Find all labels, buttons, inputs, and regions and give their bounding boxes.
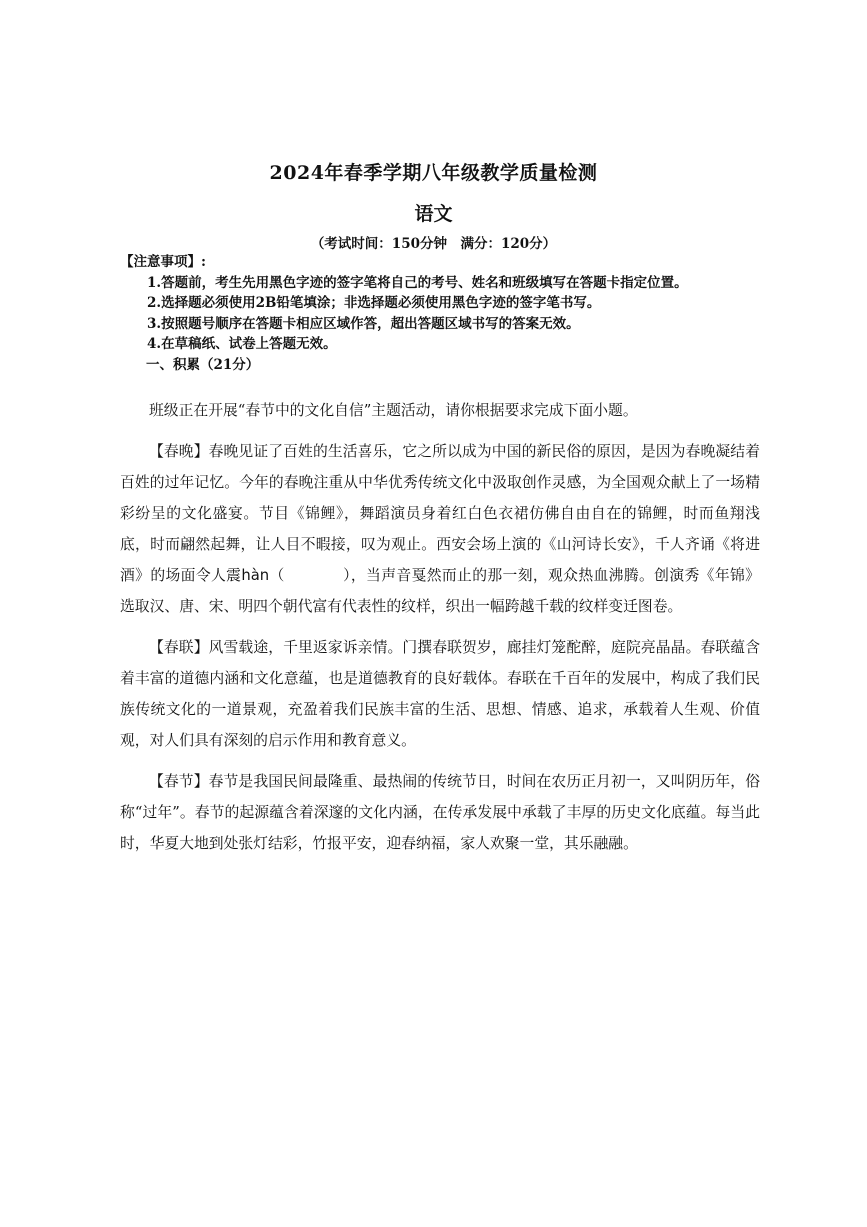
blank-paren-open: （ [269, 567, 285, 584]
notice-item: 2.选择题必须使用2B铅笔填涂；非选择题必须使用黑色字迹的签字笔书写。 [147, 295, 601, 311]
paragraph-chunjie: 【春节】春节是我国民间最隆重、最热闹的传统节日，时间在农历正月初一，又叫阴历年，俗称“过年”。春节的起源蕴含着深邃的文化内涵，在传承发展中承载了丰厚的历史文化底蕴。每当此时，华夏大地到处张灯结彩，竹报平安，迎春纳福，家人欢聚一堂，其乐融融。 [120, 773, 760, 852]
section-heading: 一、积累（21分） [146, 356, 260, 373]
exam-subject: 语文 [414, 203, 453, 225]
reading-passage [120, 395, 760, 869]
exam-time-and-score: （考试时间：150分钟 满分：120分） [310, 236, 557, 252]
paragraph-chunlian: 【春联】风雪载途，千里返家诉亲情。门撰春联贺岁，廊挂灯笼酡醉，庭院亮晶晶。春联蕴含着丰富的道德内涵和文化意蕴，也是道德教育的良好载体。春联在千百年的发展中，构成了我们民族传统文化的一道景观，充盈着我们民族丰富的生活、思想、情感、追求，承载着人生观、价值观，对人们具有深刻的启示作用和教育意义。 [120, 639, 760, 749]
paragraph-text: ，当声音戛然而止的那一刻，观众热血沸腾。创演秀《年锦》选取汉、唐、宋、明四个朝代富有代表性的纹样，织出一幅跨越千载的纹样变迁图卷。 [120, 567, 760, 615]
notice-heading: 【注意事项】: [120, 254, 206, 270]
pinyin-hint: hàn [241, 567, 270, 584]
notice-item: 4.在草稿纸、试卷上答题无效。 [147, 336, 337, 352]
paragraph-text: 【春晚】春晚见证了百姓的生活喜乐，它之所以成为中国的新民俗的原因，是因为春晚凝结着百姓的过年记忆。今年的春晚注重从中华优秀传统文化中汲取创作灵感，为全国观众献上了一场精彩纷呈的文化盛宴。节目《锦鲤》，舞蹈演员身着红白色衣裙仿佛自由自在的锦鲤，时而鱼翔浅底，时而翩然起舞，让人目不暇接，叹为观止。西安会场上演的《山河诗长安》，千人齐诵《将进酒》的场面令人震 [120, 443, 760, 584]
notice-block [120, 252, 770, 375]
notice-item: 3.按照题号顺序在答题卡相应区域作答，超出答题区域书写的答案无效。 [147, 315, 580, 332]
notice-item: 1.答题前，考生先用黑色字迹的签字笔将自己的考号、姓名和班级填写在答题卡指定位置。 [147, 274, 688, 291]
section-intro: 班级正在开展“春节中的文化自信”主题活动，请你根据要求完成下面小题。 [149, 402, 638, 419]
exam-title: 2024年春季学期八年级教学质量检测 [269, 162, 598, 184]
blank-paren-close: ） [342, 567, 351, 584]
paragraph-chunwan [120, 436, 760, 622]
